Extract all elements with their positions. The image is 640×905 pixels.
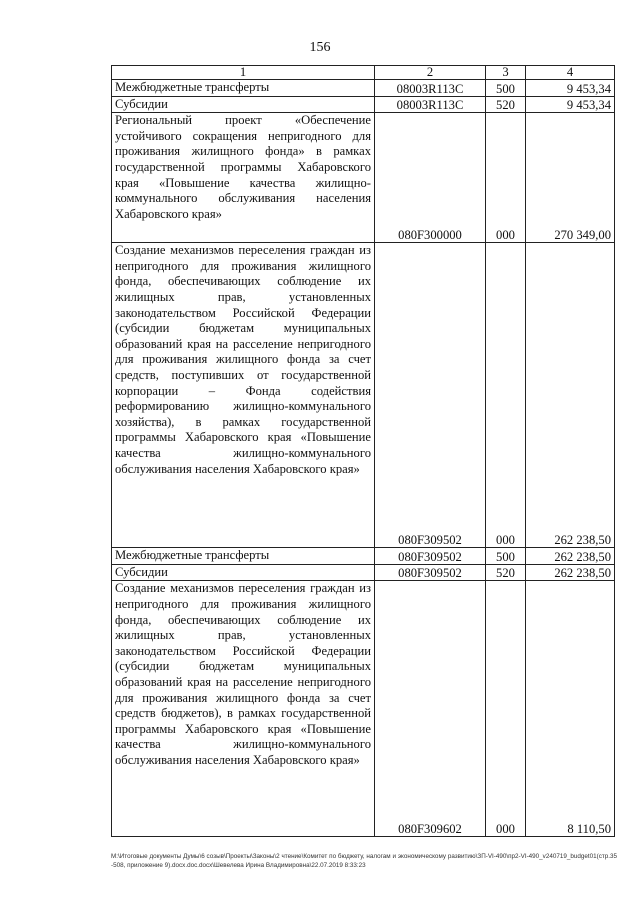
row-amount: 262 238,50 xyxy=(526,564,615,581)
row-code: 080F309502 xyxy=(375,548,486,565)
header-cell: 4 xyxy=(526,66,615,80)
row-code: 080F300000 xyxy=(375,113,486,243)
row-amount: 262 238,50 xyxy=(526,548,615,565)
row-name: Межбюджетные трансферты xyxy=(112,80,375,97)
row-amount: 8 110,50 xyxy=(526,581,615,837)
table-row xyxy=(112,80,615,97)
row-name: Создание механизмов переселения граждан из непригодного для проживания жилищного фонда, обеспечивающих соблюдение их жилищных прав, установленных законодательством Российской Федерации (субсидии бюджетам муниципальных образований края на расселение непригодного для проживания жилищного фонда за счет средств, поступивших от государственной корпорации – Фонда содействия реформированию жилищно-коммунального хозяйства), в рамках государственной программы Хабаровского края «Повышение качества жилищно-коммунального обслуживания населения Хабаровского края» xyxy=(112,243,375,548)
row-vr: 000 xyxy=(486,243,526,548)
table-header-row xyxy=(112,66,615,80)
document-path-footer: M:\Итоговые документы Думы\6 созыв\Проекты\Законы\2 чтение\Комитет по бюджету, налогам и экономическому развитию\ЗП-VI-490\пр2-VI-490_v240719_budget01(стр.35-508, приложение 9).docx.doc.docx\Шевелева Ирина Владимировна\22.07.2019 8:33:23 xyxy=(111,853,617,869)
row-amount: 262 238,50 xyxy=(526,243,615,548)
budget-table xyxy=(111,65,615,837)
row-amount: 9 453,34 xyxy=(526,80,615,97)
page-number: 156 xyxy=(309,40,331,55)
table-row xyxy=(112,548,615,565)
row-vr: 500 xyxy=(486,80,526,97)
row-amount: 9 453,34 xyxy=(526,96,615,113)
table-row xyxy=(112,564,615,581)
row-code: 080F309502 xyxy=(375,564,486,581)
row-code: 08003R113C xyxy=(375,80,486,97)
row-vr: 000 xyxy=(486,113,526,243)
header-cell: 1 xyxy=(112,66,375,80)
table-row xyxy=(112,243,615,548)
row-amount: 270 349,00 xyxy=(526,113,615,243)
table-row xyxy=(112,581,615,837)
row-name: Создание механизмов переселения граждан из непригодного для проживания жилищного фонда, обеспечивающих соблюдение их жилищных прав, установленных законодательством Российской Федерации (субсидии бюджетам муниципальных образований края на расселение непригодного для проживания жилищного фонда за счет средств бюджетов), в рамках государственной программы Хабаровского края «Повышение качества жилищно-коммунального обслуживания населения Хабаровского края» xyxy=(112,581,375,837)
row-vr: 520 xyxy=(486,96,526,113)
row-code: 08003R113C xyxy=(375,96,486,113)
row-code: 080F309602 xyxy=(375,581,486,837)
row-name: Субсидии xyxy=(112,564,375,581)
row-name: Региональный проект «Обеспечение устойчивого сокращения непригодного для проживания жилищного фонда» в рамках государственной программы Хабаровского края «Повышение качества жилищно-коммунального обслуживания населения Хабаровского края» xyxy=(112,113,375,243)
row-vr: 500 xyxy=(486,548,526,565)
row-vr: 520 xyxy=(486,564,526,581)
row-vr: 000 xyxy=(486,581,526,837)
header-cell: 3 xyxy=(486,66,526,80)
row-name: Межбюджетные трансферты xyxy=(112,548,375,565)
row-name: Субсидии xyxy=(112,96,375,113)
row-code: 080F309502 xyxy=(375,243,486,548)
table-row xyxy=(112,113,615,243)
header-cell: 2 xyxy=(375,66,486,80)
table-row xyxy=(112,96,615,113)
